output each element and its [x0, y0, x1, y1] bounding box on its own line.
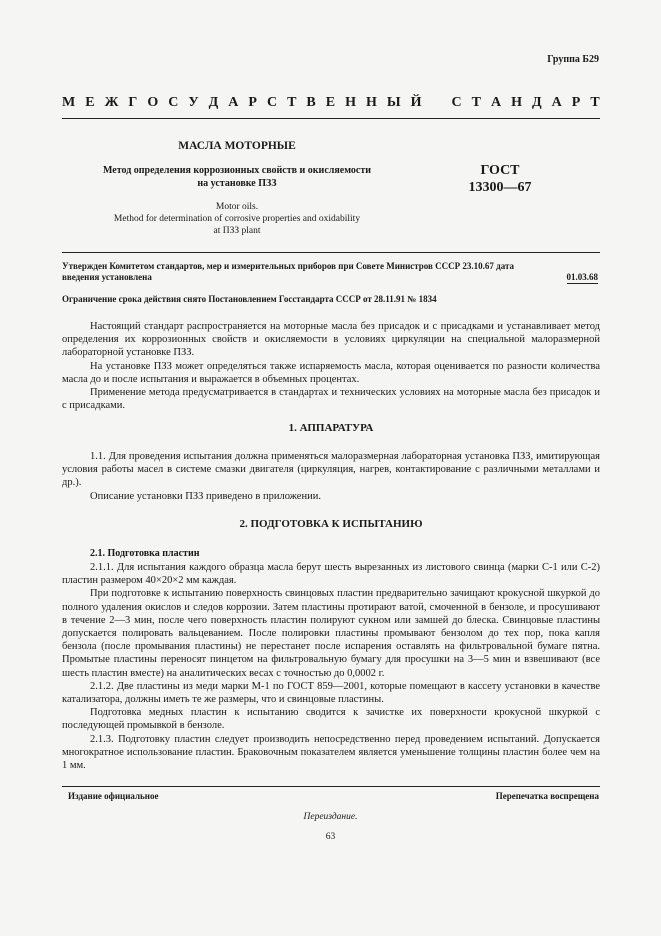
- banner-letter: Й: [410, 95, 422, 110]
- paragraph: Описание установки ПЗЗ приведено в приложении.: [90, 490, 321, 502]
- gost-label: ГОСТ: [480, 163, 520, 178]
- banner-letter: А: [228, 95, 239, 110]
- official-edition-label: Издание официальное: [68, 791, 159, 801]
- gost-designation: [440, 162, 560, 196]
- banner-letter: Е: [325, 95, 336, 110]
- header-rule: [62, 118, 600, 119]
- banner-letter: Ж: [104, 95, 119, 110]
- paragraph: Подготовка медных пластин к испытанию сводится к зачистке их поверхности крокусной шкуркой с последующей промывкой в бензоле.: [62, 707, 600, 732]
- subsection-heading: 2.1. Подготовка пластин: [90, 548, 200, 559]
- banner-letter: Т: [590, 95, 600, 110]
- english-line: Method for determination of corrosive properties and oxidability: [113, 214, 361, 224]
- section-heading: 1. АППАРАТУРА: [288, 422, 374, 434]
- group-label: Группа Б29: [547, 54, 599, 65]
- banner-letter: М: [62, 95, 76, 110]
- page-number: 63: [325, 832, 336, 842]
- paragraph: Применение метода предусматривается в стандартах и технических условиях на моторные масла без присадок и с присадками.: [62, 387, 600, 412]
- document-title: МАСЛА МОТОРНЫЕ: [178, 140, 296, 152]
- standard-banner: [62, 95, 600, 111]
- english-line: at ПЗЗ plant: [213, 226, 261, 236]
- banner-letter: Г: [128, 95, 138, 110]
- effective-date: 01.03.68: [566, 272, 598, 282]
- banner-letter: С: [168, 95, 179, 110]
- banner-letter: Н: [511, 95, 523, 110]
- banner-letter: С: [266, 95, 278, 110]
- approval-line: Утвержден Комитетом стандартов, мер и измерительных приборов при Совете Министров СССР 23.10.67 дата: [62, 261, 515, 271]
- banner-letter: Т: [287, 95, 297, 110]
- restriction-note: Ограничение срока действия снято Постановлением Госстандарта СССР от 28.11.91 № 1834: [62, 294, 437, 304]
- approval-line: введения установлена: [62, 272, 152, 282]
- banner-letter: Н: [366, 95, 377, 110]
- gost-number: 13300—67: [468, 180, 532, 195]
- subtitle-line: на установке ПЗЗ: [197, 178, 277, 189]
- paragraph: 2.1.2. Две пластины из меди марки М-1 по ГОСТ 859—2001, которые помещают в кассету установки в качестве катализатора, должны иметь те же размеры, что и свинцовые пластины.: [62, 680, 600, 706]
- intro-text: [62, 320, 600, 412]
- subtitle-line: Метод определения коррозионных свойств и окисляемости: [102, 165, 372, 176]
- paragraph: Настоящий стандарт распространяется на моторные масла без присадок и с присадками и устанавливает метод определения их коррозионных свойств и окисляемости в условиях циркуляции на специальной малоразмерной лабораторной установке ПЗЗ.: [62, 321, 600, 359]
- section-heading: 2. ПОДГОТОВКА К ИСПЫТАНИЮ: [239, 518, 423, 530]
- approval-statement: [62, 261, 600, 283]
- paragraph: При подготовке к испытанию поверхность свинцовых пластин предварительно зачищают крокусной шкуркой до полного удаления окислов и следов коррозии. Затем пластины протирают ватой, смоченной в бензоле, и просушивают в течение 2—3 мин, после чего поверхность пластин полируют сукном или замшей до блеска. Свинцовые пластины допускается полировать вальцеванием. После полировки пластины промывают бензолом до тех пор, пока капля бензола (после промывания пластины) не перестанет после испарения оставлять на фильтровальной бумаге пятна. Промытые пластины переносят пинцетом на фильтровальную бумагу для просушки на 3—5 мин и взвешивают (все шесть пластин вместе) на аналитических весах с точностью до 0,0002 г.: [62, 588, 600, 679]
- banner-letter: В: [306, 95, 316, 110]
- banner-letter: Е: [85, 95, 95, 110]
- banner-letter: Р: [248, 95, 257, 110]
- banner-letter: Н: [345, 95, 356, 110]
- section1-text: [62, 450, 600, 503]
- reprint-note: Переиздание.: [303, 812, 358, 822]
- banner-letter: Д: [532, 95, 542, 110]
- english-title: [62, 201, 412, 237]
- paragraph: На установке ПЗЗ может определяться также испаряемость масла, которая оценивается по разности количества масла до и после испытания и выражается в объемных процентах.: [62, 360, 600, 385]
- reprint-prohibited-label: Перепечатка воспрещена: [495, 791, 599, 801]
- banner-letter: А: [491, 95, 502, 110]
- banner-letter: Ы: [386, 95, 401, 110]
- banner-letter: С: [451, 95, 462, 110]
- banner-letter: О: [147, 95, 159, 110]
- footer-rule: [62, 786, 600, 787]
- english-line: Motor oils.: [215, 202, 259, 212]
- banner-letter: У: [188, 95, 199, 110]
- paragraph: 2.1.1. Для испытания каждого образца масла берут шесть вырезанных из листового свинца (марки С-1 или С-2) пластин размером 40×20×2 мм каждая.: [62, 562, 600, 587]
- banner-letter: Д: [208, 95, 219, 110]
- paragraph: 1.1. Для проведения испытания должна применяться малоразмерная лабораторная установка ПЗЗ, имитирующая условия работы масел в системе смазки двигателя (циркуляция, нагрев, контактирование с различными металлами и др.).: [62, 451, 600, 489]
- banner-letter: Т: [471, 95, 481, 110]
- document-subtitle: [62, 164, 412, 190]
- title-rule: [62, 252, 600, 253]
- banner-letter: Р: [571, 95, 581, 110]
- section2-text: [62, 561, 600, 772]
- paragraph: 2.1.3. Подготовку пластин следует производить непосредственно перед проведением испытаний. Допускается многократное использование пластин. Браковочным показателем является уменьшение толщины пластин более чем на 1 мм.: [62, 733, 600, 772]
- banner-letter: А: [551, 95, 562, 110]
